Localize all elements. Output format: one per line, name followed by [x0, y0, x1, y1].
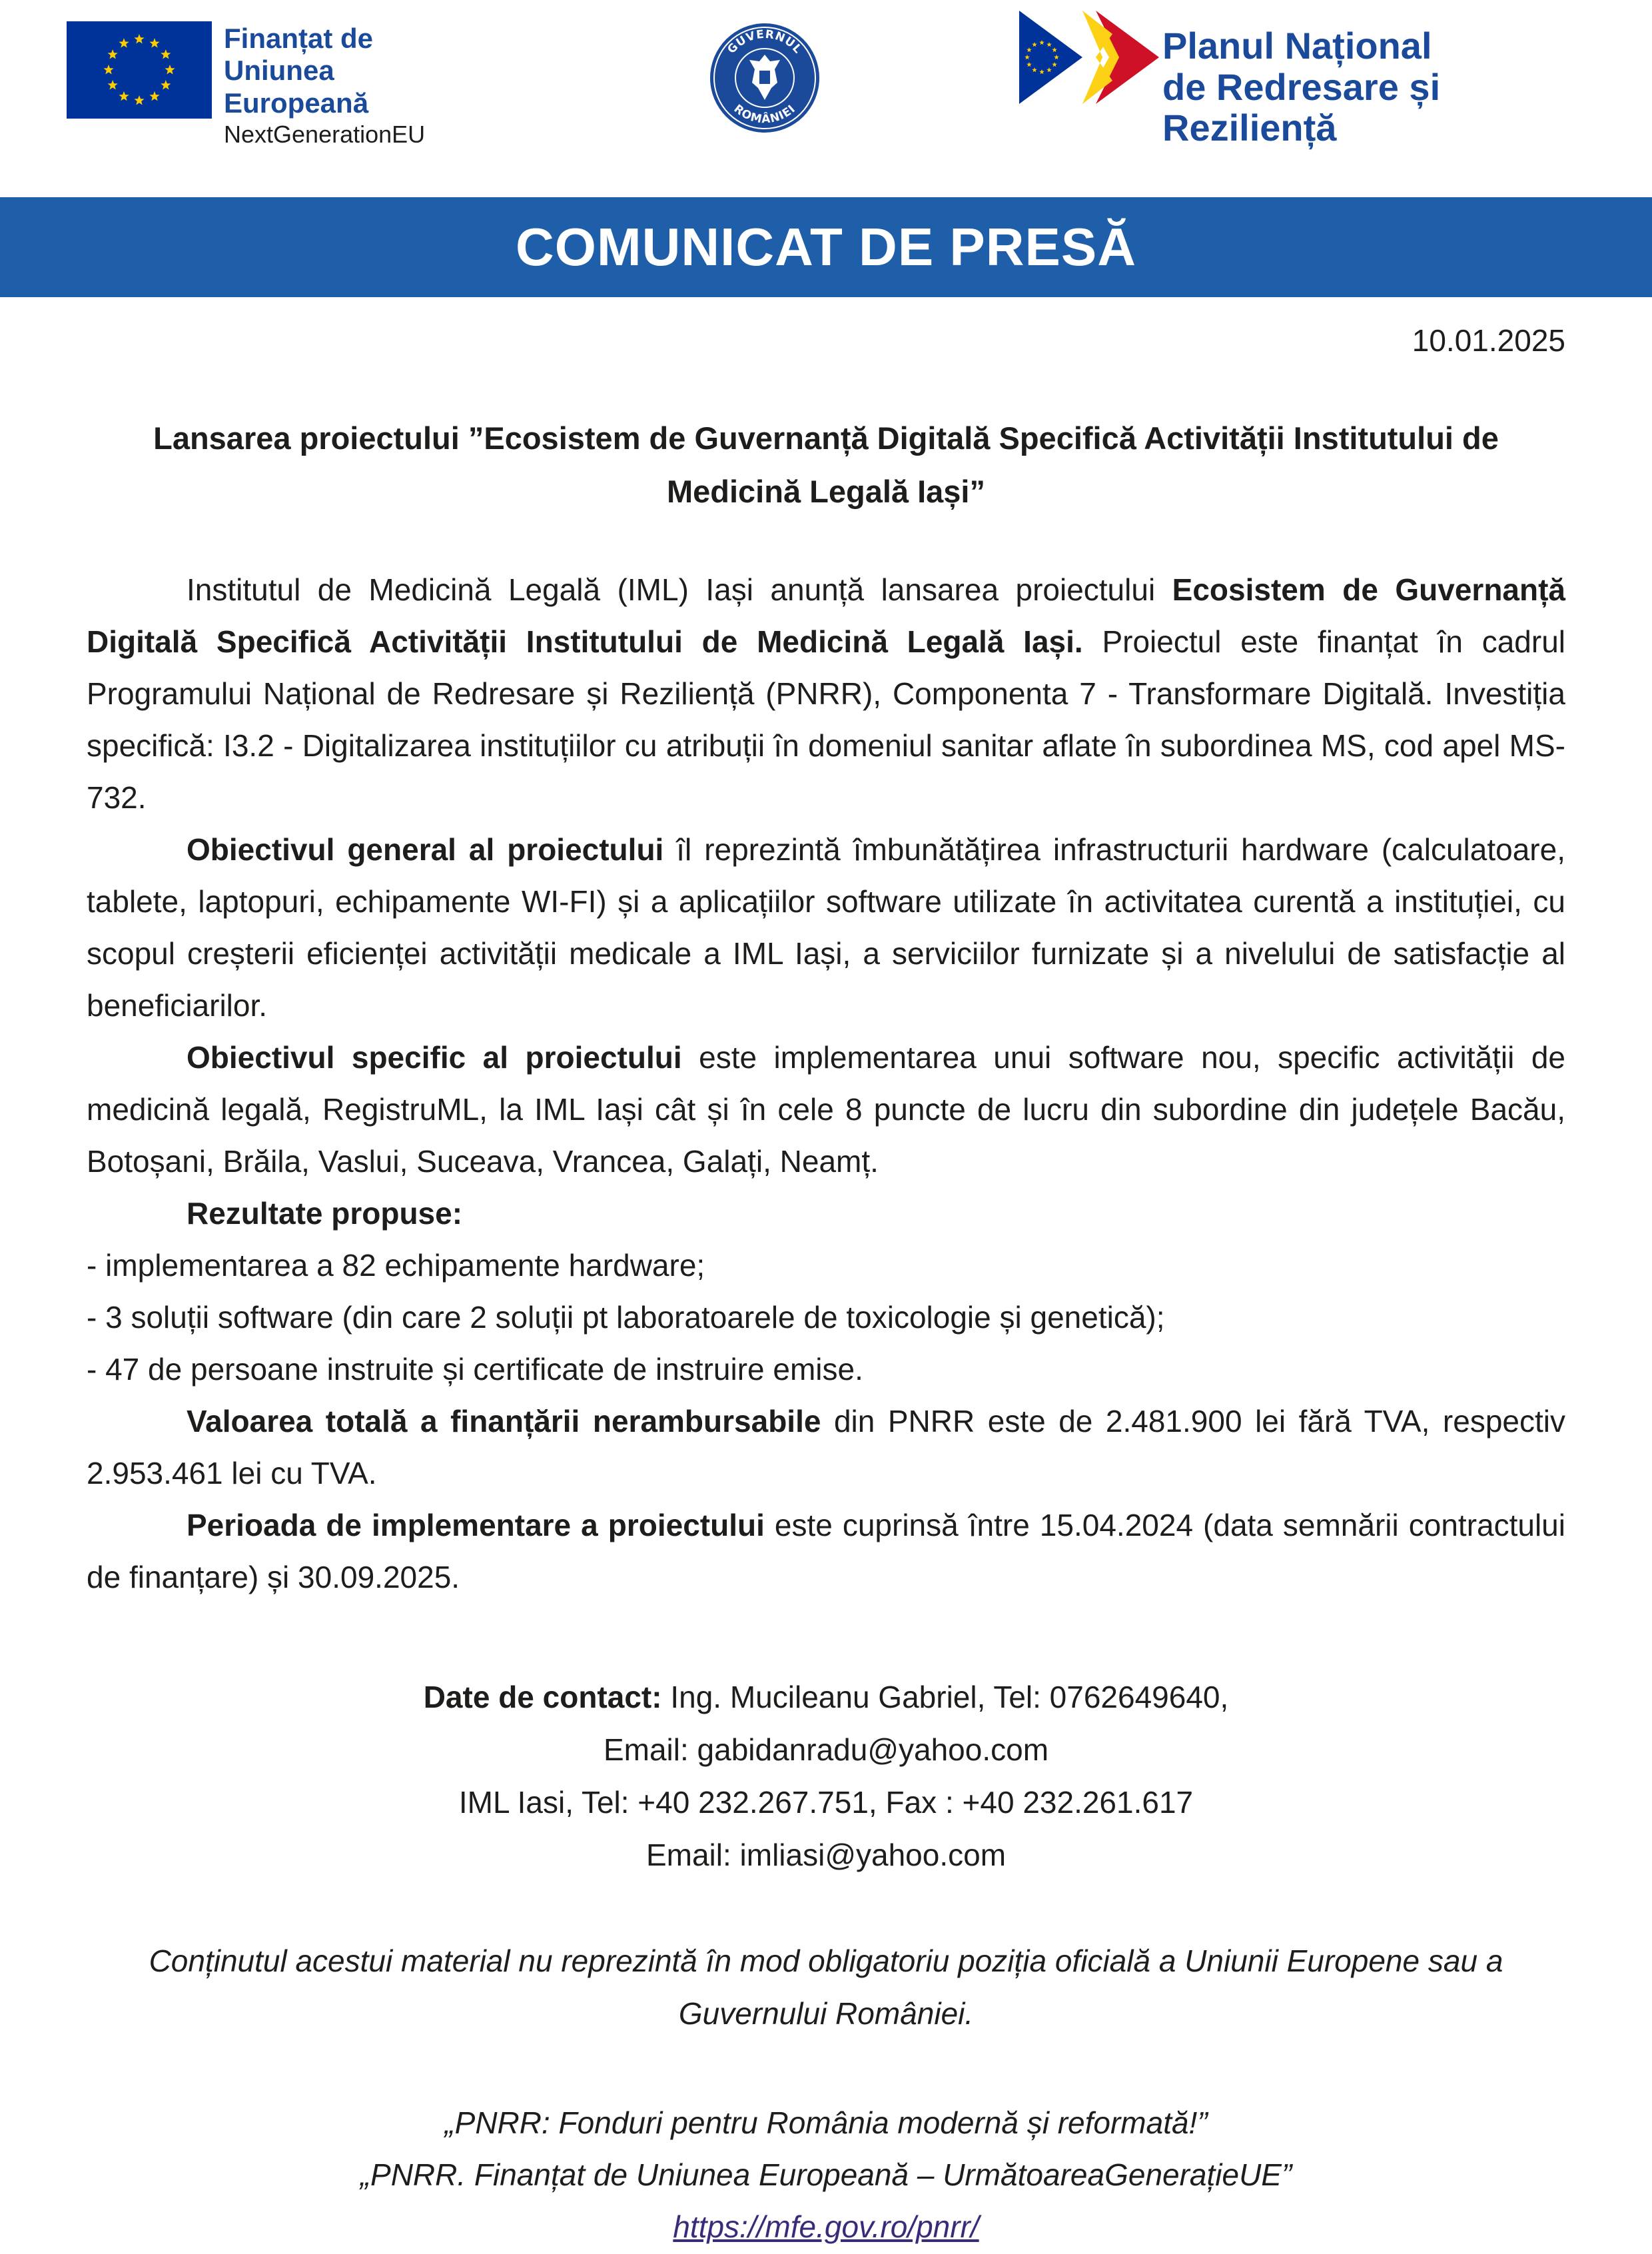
slogan-line-1: „PNRR: Fonduri pentru România modernă și reformată!”: [444, 2105, 1208, 2140]
contact-details: [87, 1671, 1565, 1882]
paragraph-intro: Institutul de Medicină Legală (IML) Iași anunță lansarea proiectului Ecosistem de Guvernanță Digitală Specifică Activității Institutului de Medicină Legală Iași. Proiectul este finanțat în cadrul Programului Național de Redresare și Reziliență (PNRR), Componenta 7 - Transformare Digitală. Investiția specifică: I3.2 - Digitalizarea instituțiilor cu atribuții în domeniul sanitar aflate în subordinea MS, cod apel MS-732.: [87, 572, 1566, 815]
pnrr-flag-icon: [1019, 11, 1159, 104]
contact-label: Date de contact:: [423, 1680, 662, 1714]
paragraph-funding-value: Valoarea totală a finanțării nerambursabile din PNRR este de 2.481.900 lei fără TVA, respectiv 2.953.461 lei cu TVA.: [87, 1404, 1565, 1490]
release-date: 10.01.2025: [1412, 323, 1565, 358]
eu-logo-line3: NextGenerationEU: [224, 120, 426, 148]
paragraph-general-objective: Obiectivul general al proiectului îl reprezintă îmbunătățirea infrastructurii hardware (calculatoare, tablete, laptopuri, echipamente WI-FI) și a aplicațiilor software utilizate în activitatea curentă a instituției, cu scopul creșterii eficienței activității medicale a IML Iași, a serviciilor furnizate și a nivelului de satisfacție al beneficiarilor.: [87, 832, 1565, 1023]
pnrr-logo-line1: Planul Național: [1162, 25, 1432, 67]
eu-flag-icon: [67, 21, 212, 119]
slogans: [87, 2097, 1565, 2253]
press-release-title: Lansarea proiectului ”Ecosistem de Guvernanță Digitală Specifică Activității Institutului de Medicină Legală Iași”: [153, 420, 1499, 509]
pnrr-link[interactable]: https://mfe.gov.ro/pnrr/: [673, 2209, 979, 2244]
press-release-body: [87, 564, 1565, 1603]
svg-text:ROMÂNIEI: ROMÂNIEI: [731, 102, 799, 127]
svg-text:GUVERNUL: GUVERNUL: [725, 27, 805, 57]
pnrr-logo: [1019, 11, 1619, 149]
paragraph-specific-objective: Obiectivul specific al proiectului este implementarea unui software nou, specific activității de medicină legală, RegistruML, la IML Iași cât și în cele 8 puncte de lucru din subordine din județele Bacău, Botoșani, Brăila, Vaslui, Suceava, Vrancea, Galați, Neamț.: [87, 1040, 1565, 1179]
contact-line-4: Email: imliasi@yahoo.com: [645, 1838, 1007, 1872]
eu-logo-line1: Finanțat de: [224, 23, 374, 54]
pnrr-logo-line2: de Redresare și Reziliență: [1162, 65, 1441, 149]
paragraph-implementation-period: Perioada de implementare a proiectului este cuprinsă între 15.04.2024 (data semnării contractului de finanțare) și 30.09.2025.: [87, 1508, 1565, 1594]
result-item: - implementarea a 82 echipamente hardware;: [87, 1248, 705, 1283]
project-name: Ecosistem de Guvernanță Digitală Specifică Activității Institutului de Medicină Legală Iași.: [87, 572, 1565, 659]
disclaimer: Conținutul acestui material nu reprezintă în mod obligatoriu poziția oficială a Uniunii Europene sau a Guvernului României.: [149, 1944, 1503, 2031]
government-seal-icon: [708, 21, 821, 135]
slogan-line-2: „PNRR. Finanțat de Uniunea Europeană – UrmătoareaGenerațieUE”: [360, 2157, 1292, 2192]
eu-funding-logo: [67, 21, 466, 148]
result-item: - 47 de persoane instruite și certificate de instruire emise.: [87, 1352, 863, 1387]
press-release-banner: COMUNICAT DE PRESĂ: [0, 197, 1652, 297]
contact-line-3: IML Iasi, Tel: +40 232.267.751, Fax : +40 232.261.617: [458, 1785, 1194, 1820]
contact-line-2: Email: gabidanradu@yahoo.com: [603, 1732, 1049, 1767]
contact-line-1: Date de contact: Ing. Mucileanu Gabriel, Tel: 0762649640,: [423, 1680, 1229, 1714]
result-item: - 3 soluții software (din care 2 soluții pt laboratoarele de toxicologie și genetică);: [87, 1300, 1165, 1335]
results-heading: Rezultate propuse:: [187, 1196, 463, 1231]
eu-logo-line2: Uniunea Europeană: [224, 55, 369, 119]
